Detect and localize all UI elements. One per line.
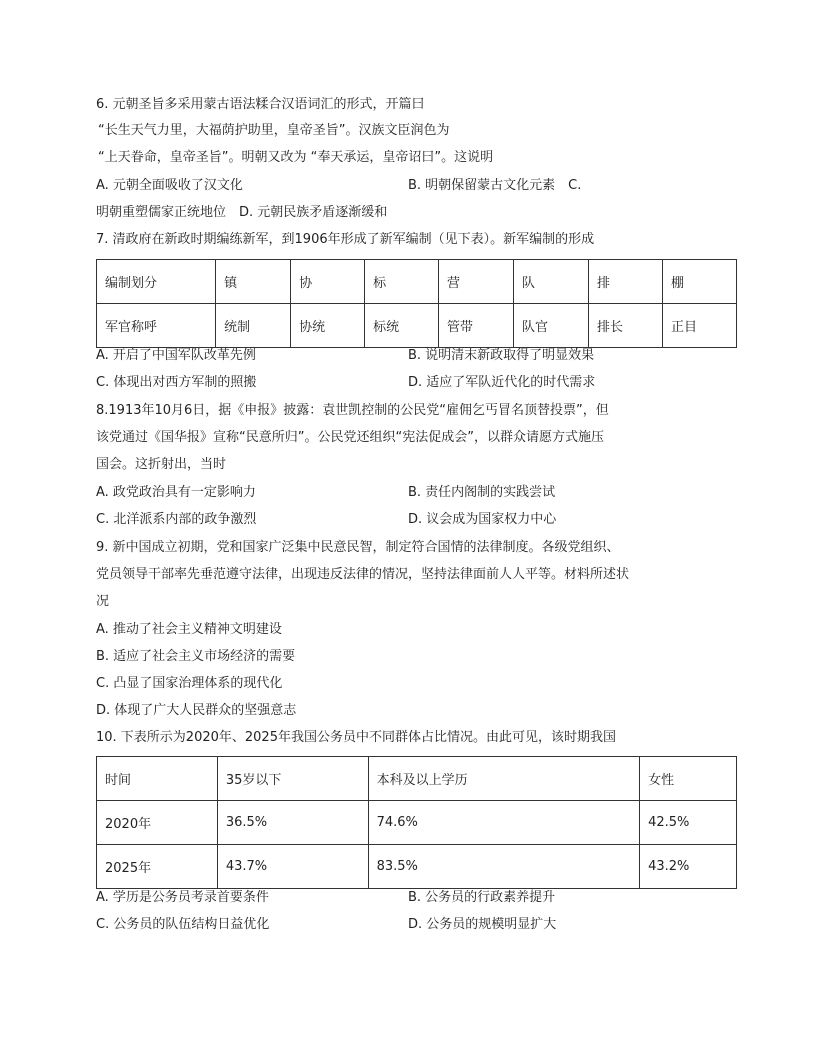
table-cell: 编制划分 (97, 260, 216, 304)
q9-option-a: A. 推动了社会主义精神文明建设 (96, 622, 282, 637)
table-cell: 镇 (216, 260, 291, 304)
table-header-cell: 本科及以上学历 (368, 757, 640, 801)
table-cell: 43.7% (217, 845, 368, 889)
q7-stem: 7. 清政府在新政时期编练新军，到1906年形成了新军编制（见下表）。新军编制的形成 (96, 232, 595, 247)
q7-table (96, 259, 737, 348)
q9-option-b: B. 适应了社会主义市场经济的需要 (96, 649, 296, 664)
q8-option-c: C. 北洋派系内部的政争激烈 (96, 512, 257, 527)
table-header-cell: 35岁以下 (217, 757, 368, 801)
table-cell: 军官称呼 (97, 304, 216, 348)
q6-option-a: A. 元朝全面吸收了汉文化 (96, 178, 243, 193)
table-cell: 2025年 (97, 845, 218, 889)
table-cell: 协 (291, 260, 365, 304)
q9-option-c: C. 凸显了国家治理体系的现代化 (96, 676, 283, 691)
q10-stem: 10. 下表所示为2020年、2025年我国公务员中不同群体占比情况。由此可见，该时期我国 (96, 730, 616, 745)
table-row (97, 845, 737, 889)
q7-table-row-officer (97, 304, 737, 348)
q10-option-a: A. 学历是公务员考录首要条件 (96, 890, 269, 905)
q10-option-b: B. 公务员的行政素养提升 (408, 890, 556, 905)
q6-stem-line-2: “长生天气力里，大福荫护助里，皇帝圣旨”。汉族文臣润色为 (98, 123, 450, 138)
table-cell: 棚 (662, 260, 736, 304)
q8-option-a: A. 政党政治具有一定影响力 (96, 485, 256, 500)
q7-option-a: A. 开启了中国军队改革先例 (96, 348, 256, 363)
table-header-cell: 时间 (97, 757, 218, 801)
table-cell: 2020年 (97, 801, 218, 845)
table-row (97, 801, 737, 845)
q7-table-row-unit (97, 260, 737, 304)
q9-stem-line-1: 9. 新中国成立初期，党和国家广泛集中民意民智，制定符合国情的法律制度。各级党组织、 (96, 540, 620, 555)
table-cell: 协统 (291, 304, 365, 348)
table-cell: 统制 (216, 304, 291, 348)
table-cell: 83.5% (368, 845, 640, 889)
q9-stem-line-2: 党员领导干部率先垂范遵守法律，出现违反法律的情况，坚持法律面前人人平等。材料所述状 (96, 567, 630, 582)
q10-option-d: D. 公务员的规模明显扩大 (408, 917, 557, 932)
table-cell: 36.5% (217, 801, 368, 845)
q9-stem-line-3: 况 (96, 594, 110, 609)
q7-option-b: B. 说明清末新政取得了明显效果 (408, 348, 595, 363)
table-cell: 标统 (365, 304, 439, 348)
table-cell: 管带 (439, 304, 514, 348)
q10-table-header (97, 757, 737, 801)
q6-option-cd: 明朝重塑儒家正统地位 D. 元朝民族矛盾逐渐缓和 (96, 205, 388, 220)
table-cell: 74.6% (368, 801, 640, 845)
q6-option-b: B. 明朝保留蒙古文化元素 C. (408, 178, 582, 193)
q10-option-c: C. 公务员的队伍结构日益优化 (96, 917, 270, 932)
q8-stem-line-1: 8.1913年10月6日，据《申报》披露：袁世凯控制的公民党“雇佣乞丐冒名顶替投票”，但 (96, 403, 609, 418)
table-cell: 队官 (514, 304, 589, 348)
q8-option-d: D. 议会成为国家权力中心 (408, 512, 557, 527)
q7-option-d: D. 适应了军队近代化的时代需求 (408, 375, 596, 390)
q10-table (96, 756, 737, 889)
q7-option-c: C. 体现出对西方军制的照搬 (96, 375, 257, 390)
table-cell: 正目 (662, 304, 736, 348)
q6-stem-line-3: “上天眷命，皇帝圣旨”。明朝又改为 “奉天承运，皇帝诏曰”。这说明 (98, 150, 494, 165)
table-cell: 营 (439, 260, 514, 304)
q8-stem-line-2: 该党通过《国华报》宣称“民意所归”。公民党还组织“宪法促成会”，以群众请愿方式施压 (96, 430, 604, 445)
table-cell: 43.2% (640, 845, 737, 889)
q6-stem-line-1: 6. 元朝圣旨多采用蒙古语法糅合汉语词汇的形式，开篇曰 (96, 97, 425, 112)
q8-option-b: B. 责任内阁制的实践尝试 (408, 485, 556, 500)
table-header-cell: 女性 (640, 757, 737, 801)
table-cell: 排长 (588, 304, 662, 348)
q9-option-d: D. 体现了广大人民群众的坚强意志 (96, 703, 297, 718)
q8-stem-line-3: 国会。这折射出，当时 (96, 457, 227, 472)
table-cell: 排 (588, 260, 662, 304)
table-cell: 标 (365, 260, 439, 304)
table-cell: 42.5% (640, 801, 737, 845)
table-cell: 队 (514, 260, 589, 304)
